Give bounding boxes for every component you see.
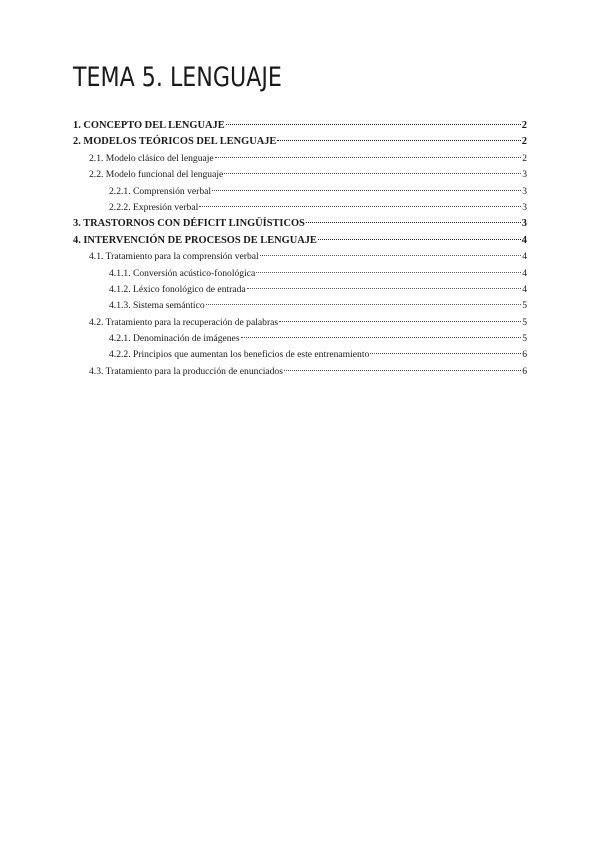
dot-leader bbox=[277, 140, 520, 141]
dot-leader bbox=[247, 288, 522, 289]
dot-leader bbox=[215, 157, 522, 158]
toc-entry[interactable] bbox=[73, 333, 527, 349]
toc-entry-label: 4. INTERVENCIÓN DE PROCESOS DE LENGUAJE bbox=[73, 234, 317, 246]
toc-entry-label: 2.2. Modelo funcional del lenguaje bbox=[89, 169, 224, 181]
toc-page-number: 2 bbox=[521, 120, 527, 131]
toc-entry[interactable] bbox=[73, 202, 527, 218]
toc-page-number: 4 bbox=[522, 267, 527, 279]
toc-entry[interactable] bbox=[73, 268, 527, 284]
toc-entry-label: 4.2.1. Denominación de imágenes bbox=[109, 333, 240, 345]
toc-entry-label: 4.1. Tratamiento para la comprensión verbal bbox=[89, 251, 259, 263]
toc-entry-label: 4.1.1. Conversión acústico-fonológica bbox=[109, 267, 256, 279]
toc-entry-label: 2.1. Modelo clásico del lenguaje bbox=[89, 152, 214, 164]
toc-page-number: 3 bbox=[521, 218, 527, 230]
toc-entry[interactable] bbox=[73, 284, 527, 300]
toc-page-number: 3 bbox=[522, 201, 527, 213]
toc-entry-label: 4.2. Tratamiento para la recuperación de palabras bbox=[89, 316, 279, 328]
dot-leader bbox=[212, 190, 521, 191]
toc-page-number: 5 bbox=[522, 316, 527, 328]
toc-page-number: 3 bbox=[522, 169, 527, 181]
dot-leader bbox=[279, 321, 521, 322]
toc-entry[interactable] bbox=[73, 317, 527, 333]
dot-leader bbox=[318, 239, 521, 240]
toc-entry[interactable] bbox=[73, 251, 527, 267]
dot-leader bbox=[370, 353, 521, 354]
toc-entry-label: 4.1.2. Léxico fonológico de entrada bbox=[109, 283, 246, 295]
toc-entry[interactable] bbox=[73, 300, 527, 316]
toc-entry[interactable] bbox=[73, 169, 527, 185]
toc-page-number: 4 bbox=[522, 283, 527, 295]
toc-entry[interactable] bbox=[73, 218, 527, 234]
toc-entry[interactable] bbox=[73, 366, 527, 382]
dot-leader bbox=[206, 304, 522, 305]
toc-entry-label: 4.1.3. Sistema semántico bbox=[109, 300, 205, 312]
toc-page-number: 6 bbox=[522, 365, 527, 377]
toc-page-number: 2 bbox=[521, 136, 527, 148]
toc-entry-label: 4.2.2. Principios que aumentan los beneficios de este entrenamiento bbox=[109, 349, 370, 361]
toc-page-number: 5 bbox=[522, 333, 527, 345]
dot-leader bbox=[199, 206, 521, 207]
toc-entry[interactable] bbox=[73, 186, 527, 202]
dot-leader bbox=[284, 370, 521, 371]
toc-entry-label: 2. MODELOS TEÓRICOS DEL LENGUAJE bbox=[73, 136, 277, 148]
toc-page-number: 3 bbox=[522, 185, 527, 197]
dot-leader bbox=[260, 255, 521, 256]
toc-entry-label: 4.3. Tratamiento para la producción de enunciados bbox=[89, 365, 283, 377]
toc-entry[interactable] bbox=[73, 235, 527, 251]
toc-entry-label: 3. TRASTORNOS CON DÉFICIT LINGÜÍSTICOS bbox=[73, 218, 305, 230]
table-of-contents bbox=[73, 120, 527, 382]
toc-entry-label: 2.2.2. Expresión verbal bbox=[109, 201, 199, 213]
toc-page-number: 2 bbox=[522, 152, 527, 164]
toc-entry[interactable] bbox=[73, 136, 527, 152]
toc-page-number: 5 bbox=[522, 300, 527, 312]
dot-leader bbox=[226, 124, 521, 125]
toc-entry[interactable] bbox=[73, 349, 527, 365]
toc-entry[interactable] bbox=[73, 120, 527, 136]
toc-entry[interactable] bbox=[73, 153, 527, 169]
toc-page-number: 4 bbox=[522, 251, 527, 263]
toc-entry-label: 1. CONCEPTO DEL LENGUAJE bbox=[73, 120, 225, 131]
dot-leader bbox=[306, 222, 521, 223]
dot-leader bbox=[241, 337, 522, 338]
toc-entry-label: 2.2.1. Comprensión verbal bbox=[109, 185, 212, 197]
document-title: TEMA 5. LENGUAJE bbox=[73, 62, 282, 93]
toc-page-number: 4 bbox=[521, 234, 527, 246]
toc-page-number: 6 bbox=[522, 349, 527, 361]
dot-leader bbox=[224, 173, 521, 174]
dot-leader bbox=[256, 272, 521, 273]
